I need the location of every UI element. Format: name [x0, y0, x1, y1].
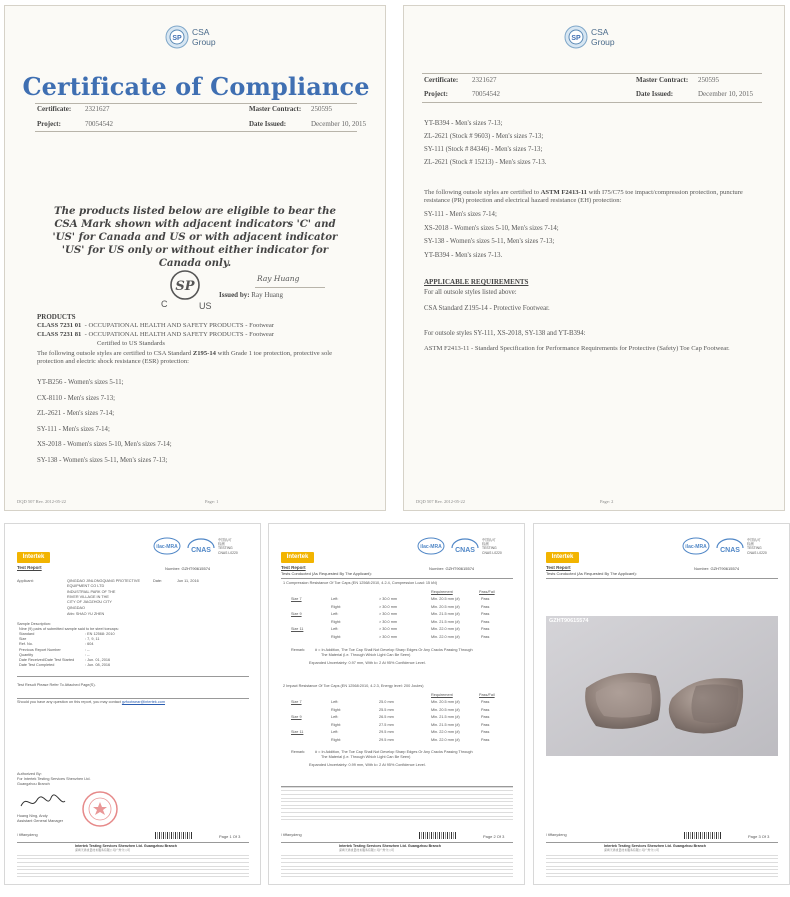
- pass-fail-cell: Pass: [481, 635, 490, 639]
- style-list-item: SY-111 (Stock # 84346) - Men's sizes 7-13;: [424, 146, 543, 153]
- style-list-item: CX-8110 - Men's sizes 7-13;: [37, 394, 115, 402]
- accred-line-1: 中国认可: [482, 538, 496, 542]
- test-result-note: Test Result Please Refer To Attached Page(S).: [17, 683, 96, 687]
- certificate-label: Certificate:: [37, 105, 72, 113]
- side-cell: Right:: [331, 738, 341, 742]
- measurement-cell: > 30.0 mm: [379, 627, 398, 632]
- divider: [281, 842, 513, 843]
- test-1-title: 1 Compression Resistance Of Toe Caps (EN 12568:2010, 4.2.4, Compression Load: 15 kN): [283, 581, 437, 585]
- date-issued-value: December 10, 2015: [698, 90, 754, 98]
- intertek-logo: Intertek: [281, 552, 314, 563]
- accred-line-3: TESTING: [747, 546, 762, 551]
- requirement-cell: Min. 21.5 mm (#): [431, 715, 460, 720]
- date-issued-label: Date Issued:: [636, 90, 674, 98]
- sample-field-value: : --: [85, 647, 90, 652]
- side-cell: Left:: [331, 715, 339, 720]
- intertek-report-page-3: [533, 523, 790, 885]
- pass-fail-cell: Pass: [481, 707, 490, 712]
- remark-1-label: Remark:: [291, 648, 306, 652]
- divider: [17, 842, 249, 843]
- size-cell: Size 7: [291, 700, 302, 704]
- address-lines: [546, 855, 778, 879]
- sample-field-value: : Jun. 01, 2016: [85, 658, 111, 662]
- mark-us: US: [199, 301, 212, 311]
- certified-standard: Z195-14: [192, 350, 216, 357]
- signature-line: [255, 287, 325, 288]
- sample-description: Nine (9) pairs of submitted sample said to be steel toecaps:: [19, 627, 119, 631]
- measurement-cell: 26.5 mm: [379, 715, 394, 720]
- csa-word-line2: Group: [192, 37, 216, 47]
- accred-line-2: 检测: [747, 542, 754, 547]
- accred-line-2: 检测: [482, 542, 489, 547]
- style-list-item: YT-B394 - Men's sizes 7-13.: [424, 251, 503, 259]
- style-list-item: SY-138 - Women's sizes 5-11, Men's sizes 7-13;: [37, 456, 168, 464]
- report-number-label: Number:: [429, 566, 445, 571]
- accreditation-text: [747, 538, 767, 555]
- certificate-value: 2321627: [85, 105, 110, 113]
- report-number-label: Number:: [165, 566, 181, 571]
- requirement-cell: Min. 22.0 mm (#): [431, 627, 460, 632]
- requirement-cell: Min. 22.0 mm (#): [431, 738, 460, 742]
- pass-fail-cell: Pass: [481, 597, 490, 601]
- report-number-value: GZHT90615574: [445, 566, 475, 571]
- sample-field-value: : Jun. 08, 2016: [85, 663, 111, 668]
- style-list-item: SY-138 - Women's sizes 5-11, Men's sizes 7-13;: [424, 238, 555, 245]
- style-list-item: YT-B394 - Men's sizes 7-13;: [424, 120, 503, 127]
- uncertainty-1: Expanded Uncertainty: 0.97 mm, With k= 2 At 95% Confidence Level.: [309, 661, 426, 665]
- tests-conducted: Tests Conducted (As Requested By The Applicant):: [546, 571, 637, 576]
- project-number: [37, 120, 113, 128]
- csa-wordmark: [591, 27, 615, 47]
- project-value: 70054542: [85, 120, 113, 128]
- measurement-cell: > 30.0 mm: [379, 612, 398, 617]
- page-number: Page 3 Of 3: [748, 834, 770, 839]
- requirement-cell: Min. 22.0 mm (#): [431, 635, 460, 639]
- sample-field-value: : 7, 9, 11: [85, 637, 100, 642]
- lab-name-cn: 深圳天祥质量技术服务有限公司广州分公司: [75, 848, 130, 852]
- csa-certificate-page-1: [4, 5, 386, 511]
- project-label: Project:: [424, 90, 448, 98]
- style-list-item: XS-2018 - Women's sizes 5-10, Men's sizes 7-14;: [424, 224, 559, 232]
- page-number: Page 1 Of 3: [219, 834, 241, 839]
- accred-line-4: CNAS L0220: [747, 550, 767, 555]
- project-number: [424, 90, 500, 98]
- intertek-report-page-2: [268, 523, 525, 885]
- applicant-line: EQUIPMENT CO LTD: [67, 584, 105, 589]
- page-2-form-code: DQD 507 Rev. 2012-05-22: [416, 499, 465, 504]
- side-cell: Left:: [331, 597, 339, 601]
- intertek-report-page-1: [4, 523, 261, 885]
- master-contract: [249, 105, 332, 113]
- size-cell: Size 9: [291, 612, 302, 617]
- requirement-cell: Min. 20.5 mm (#): [431, 604, 460, 609]
- cnas-logo-icon: [449, 536, 481, 560]
- test-report-label: Test Report: [281, 565, 306, 570]
- date-label: Date:: [153, 579, 163, 583]
- astm-pre: The following outsole styles are certified to: [424, 189, 541, 196]
- sample-field-label: Size: [19, 637, 27, 642]
- divider: [422, 73, 762, 74]
- sample-field-label: Previous Report Number: [19, 647, 61, 652]
- requirement-cell: Min. 22.0 mm (#): [431, 730, 460, 735]
- certified-statement: [37, 350, 357, 367]
- page-2-number: Page: 2: [600, 499, 614, 504]
- lab-name: Intertek Testing Services Shenzhen Ltd. Guangzhou Branch: [75, 844, 177, 848]
- barcode-icon: [419, 832, 457, 839]
- signature: Ray Huang: [257, 274, 300, 283]
- master-contract-label: Master Contract:: [249, 105, 302, 113]
- master-contract-value: 250595: [311, 105, 332, 113]
- size-cell: Size 9: [291, 715, 302, 720]
- class-1-code: CLASS 7231 01: [37, 322, 82, 329]
- csa-word-line2: Group: [591, 37, 615, 47]
- side-cell: Left:: [331, 730, 339, 735]
- svg-text:SP: SP: [571, 35, 581, 42]
- accreditation-text: [218, 538, 238, 555]
- contact-note: [17, 700, 165, 705]
- report-number: [429, 566, 474, 571]
- size-cell: Size 11: [291, 730, 304, 735]
- measurement-cell: 25.5 mm: [379, 707, 394, 712]
- date-issued-value: December 10, 2015: [311, 120, 367, 128]
- csa-word-line1: CSA: [591, 27, 609, 37]
- measurement-cell: 29.5 mm: [379, 730, 394, 735]
- applicable-requirement-1: CSA Standard Z195-14 - Protective Footwear.: [424, 305, 550, 312]
- tests-conducted: Tests Conducted (As Requested By The Applicant):: [281, 571, 372, 576]
- ilac-mra-logo-icon: [151, 536, 183, 560]
- style-list-item: ZL-2621 (Stock # 15213) - Men's sizes 7-13.: [424, 159, 547, 166]
- project-value: 70054542: [472, 90, 500, 98]
- csa-certificate-page-2: [403, 5, 785, 511]
- measurement-cell: > 30.0 mm: [379, 597, 398, 601]
- sample-field-label: Date Received/Date Test Started: [19, 658, 75, 662]
- class-2-desc: - OCCUPATIONAL HEALTH AND SAFETY PRODUCTS - Footwear: [84, 331, 274, 338]
- ilac-mra-logo-icon: [680, 536, 712, 560]
- remark-1b: The Material (i.e. Through Which Light Can Be Seen): [321, 653, 411, 657]
- side-cell: Right:: [331, 619, 341, 624]
- test-2-title: 2 Impact Resistance Of Toe Caps (EN 12568:2010, 4.2.3, Energy level: 200 Joules): [283, 684, 424, 688]
- class-1: [37, 322, 367, 330]
- lab-name-cn: 深圳天祥质量技术服务有限公司广州分公司: [339, 848, 394, 852]
- pass-fail-header: Pass/Fail: [479, 590, 495, 594]
- eligibility-statement: The products listed below are eligible to bear the CSA Mark shown with adjacent indicators 'C' and 'US' for Canada and US or with adjacent indicator 'US' for US only or without either indicator for Canada only.: [52, 205, 338, 269]
- csa-globe-icon: [165, 25, 189, 49]
- date-issued-label: Date Issued:: [249, 120, 287, 128]
- pass-fail-cell: Pass: [481, 730, 490, 735]
- page-1-number: Page: 1: [205, 499, 219, 504]
- cnas-logo-icon: [714, 536, 746, 560]
- contact-email-link[interactable]: gzfootwear@intertek.com: [121, 700, 166, 704]
- pass-fail-cell: Pass: [481, 700, 490, 704]
- accred-line-1: 中国认可: [747, 538, 761, 542]
- requirement-cell: Min. 21.5 mm (#): [431, 612, 460, 617]
- accred-line-1: 中国认可: [218, 538, 232, 542]
- certified-pre: The following outsole styles are certified to CSA Standard: [37, 350, 193, 357]
- steel-toecap-photo-icon: [546, 616, 778, 756]
- sample-description-label: Sample Description:: [17, 622, 51, 626]
- sample-field-value: : EN 12568: 2010: [85, 632, 115, 636]
- certified-post: with Grade 1 toe protection, protective sole protection and electric shock resistance (ESR) protection:: [37, 350, 333, 366]
- issued-by: [219, 291, 283, 299]
- requirement-cell: Min. 21.5 mm (#): [431, 619, 460, 624]
- divider: [422, 102, 762, 103]
- master-contract: [636, 76, 719, 84]
- measurement-cell: 25.0 mm: [379, 700, 394, 704]
- signer-name: Huang Ning, Andy: [17, 814, 48, 818]
- sample-field-label: Ref. No.: [19, 642, 33, 647]
- side-cell: Left:: [331, 627, 339, 632]
- applicant-label: Applicant:: [17, 579, 34, 583]
- applicant-line: QINGDAO JINLONGQIANG PROTECTIVE: [67, 579, 140, 583]
- pass-fail-cell: Pass: [481, 604, 490, 609]
- page-1-form-code: DQD 507 Rev. 2012-05-22: [17, 499, 66, 504]
- astm-statement: [424, 189, 754, 206]
- pass-fail-header: Pass/Fail: [479, 693, 495, 697]
- issued-by-label: Issued by:: [219, 291, 250, 299]
- applicant-line: RIVER VILLAGE IN THE: [67, 594, 109, 599]
- style-list-item: ZL-2621 (Stock # 9603) - Men's sizes 7-13;: [424, 133, 544, 140]
- csa-group-logo: [165, 25, 235, 51]
- size-cell: Size 11: [291, 627, 304, 632]
- pass-fail-cell: Pass: [481, 619, 490, 624]
- astm-standard: ASTM F2413-11: [540, 189, 587, 196]
- intertek-logo: Intertek: [17, 552, 50, 563]
- pass-fail-cell: Pass: [481, 612, 490, 617]
- date-issued: [249, 120, 367, 128]
- class-2-note: Certified to US Standards: [97, 340, 165, 347]
- accred-line-3: TESTING: [218, 546, 233, 551]
- certificate-title: Certificate of Compliance: [22, 72, 370, 101]
- test-report-label: Test Report: [546, 565, 571, 570]
- test-report-label: Test Report: [17, 565, 42, 570]
- ilac-text: ilac-MRA: [156, 544, 178, 550]
- page-number: Page 2 Of 3: [483, 834, 505, 839]
- uncertainty-2: Expanded Uncertainty: 0.99 mm, With k= 2 At 95% Confidence Level.: [309, 763, 426, 767]
- divider: [35, 131, 357, 132]
- date-issued: [636, 90, 754, 98]
- csa-group-logo: [564, 25, 634, 51]
- sample-field-label: Date Test Completed: [19, 663, 55, 668]
- certificate-number: [424, 76, 497, 84]
- cnas-text: CNAS: [191, 547, 211, 554]
- accred-line-4: CNAS L0220: [482, 550, 502, 555]
- cnas-logo-icon: [185, 536, 217, 560]
- style-list-item: SY-111 - Men's sizes 7-14;: [37, 425, 110, 433]
- signer-title: Assistant General Manager: [17, 819, 64, 823]
- certificate-label: Certificate:: [424, 76, 459, 84]
- footer-brand: / tiffanydeng: [281, 833, 302, 837]
- applicable-requirements-heading: APPLICABLE REQUIREMENTS: [424, 278, 529, 286]
- pass-fail-cell: Pass: [481, 715, 490, 720]
- intertek-logo: Intertek: [546, 552, 579, 563]
- requirement-cell: Min. 20.5 mm (#): [431, 700, 460, 704]
- measurement-cell: > 30.0 mm: [379, 604, 398, 609]
- measurement-cell: > 30.0 mm: [379, 635, 398, 639]
- class-2: [37, 331, 367, 339]
- requirement-cell: Min. 21.5 mm (#): [431, 722, 460, 727]
- master-contract-label: Master Contract:: [636, 76, 689, 84]
- ilac-mra-logo-icon: [415, 536, 447, 560]
- master-contract-value: 250595: [698, 76, 719, 84]
- measurement-cell: > 30.0 mm: [379, 619, 398, 624]
- divider: [281, 578, 513, 579]
- side-cell: Right:: [331, 635, 341, 639]
- applicant-line: CITY OF JIAOZHOU CITY: [67, 600, 112, 605]
- applicable-intro-2: For outsole styles SY-111, XS-2018, SY-138 and YT-B394:: [424, 330, 586, 337]
- lab-name: Intertek Testing Services Shenzhen Ltd. Guangzhou Branch: [604, 844, 706, 848]
- measurement-cell: 27.5 mm: [379, 722, 394, 727]
- report-number: [694, 566, 739, 571]
- style-list-item: ZL-2621 - Men's sizes 7-14;: [37, 410, 115, 417]
- pass-fail-cell: Pass: [481, 722, 490, 727]
- side-cell: Right:: [331, 707, 341, 712]
- accred-line-4: CNAS L0220: [218, 550, 238, 555]
- barcode-icon: [155, 832, 193, 839]
- report-number-value: GZHT90615574: [710, 566, 740, 571]
- footer-brand: / tiffanydeng: [17, 833, 38, 837]
- requirement-header: Requirement: [431, 693, 453, 697]
- cnas-text: CNAS: [455, 547, 475, 554]
- authorized-org: For Intertek Testing Services Shenzhen Ltd.: [17, 777, 91, 781]
- lab-name-cn: 深圳天祥质量技术服务有限公司广州分公司: [604, 848, 659, 852]
- divider: [17, 676, 249, 677]
- astm-post: with I75/C75 toe impact/compression protection, puncture resistance (PR) protection and electrical hazard resistance (EH) protection:: [424, 189, 743, 205]
- pass-fail-cell: Pass: [481, 738, 490, 742]
- applicable-requirement-2: ASTM F2413-11 - Standard Specification for Performance Requirements for Protective (Safety) Toe Cap Footwear.: [424, 345, 730, 352]
- cnas-text: CNAS: [720, 547, 740, 554]
- lab-name: Intertek Testing Services Shenzhen Ltd. Guangzhou Branch: [339, 844, 441, 848]
- signature-scribble-icon: [19, 792, 67, 812]
- svg-text:SP: SP: [175, 279, 195, 294]
- contact-text: Should you have any question on this report, you may contact: [17, 700, 122, 704]
- divider: [546, 578, 778, 579]
- accreditation-text: [482, 538, 502, 555]
- svg-text:SP: SP: [172, 35, 182, 42]
- style-list-item: XS-2018 - Women's sizes 5-10, Men's sizes 7-14;: [37, 441, 172, 448]
- side-cell: Right:: [331, 722, 341, 727]
- sample-field-label: Standard: [19, 632, 35, 636]
- certificate-number: [37, 105, 110, 113]
- sample-field-value: : --: [85, 652, 90, 657]
- authorized-branch: Guangzhou Branch: [17, 782, 50, 786]
- disclaimer-text: [281, 786, 513, 820]
- address-lines: [281, 855, 513, 879]
- measurement-cell: 29.5 mm: [379, 738, 394, 742]
- remark-2: # = In Addition, The Toe Cap Shall Not Develop Sharp Edges Or Any Cracks Passing Through: [315, 750, 473, 754]
- style-list-item: SY-111 - Men's sizes 7-14;: [424, 211, 497, 218]
- report-number-label: Number:: [694, 566, 710, 571]
- project-label: Project:: [37, 120, 61, 128]
- photo-report-label: GZHT90615574: [549, 618, 589, 624]
- class-2-code: CLASS 7231 81: [37, 331, 82, 338]
- attention: Attn: SHAO YU ZHEN: [67, 612, 105, 616]
- applicant-line: INDUSTRIAL PARK OF THE: [67, 589, 116, 594]
- mark-c: C: [161, 299, 168, 309]
- divider: [35, 103, 357, 104]
- date-value: Jun 11, 2016: [177, 579, 199, 583]
- remark-2-label: Remark:: [291, 750, 306, 754]
- report-number: [165, 566, 210, 571]
- sample-photo: [546, 616, 778, 756]
- issued-by-value: Ray Huang: [251, 291, 283, 299]
- remark-1: # = In Addition, The Toe Cap Shall Not Develop Sharp Edges Or Any Cracks Passing Through: [315, 648, 473, 652]
- class-1-desc: - OCCUPATIONAL HEALTH AND SAFETY PRODUCTS - Footwear: [84, 322, 274, 329]
- barcode-icon: [684, 832, 722, 839]
- address-lines: [17, 855, 249, 879]
- accred-line-3: TESTING: [482, 546, 497, 551]
- csa-wordmark: [192, 27, 216, 47]
- report-number-value: GZHT90615574: [181, 566, 211, 571]
- pass-fail-cell: Pass: [481, 627, 490, 632]
- accred-line-2: 检测: [218, 542, 225, 547]
- applicable-intro: For all outsole styles listed above:: [424, 289, 517, 296]
- applicant-line: QINGDAO: [67, 605, 85, 610]
- csa-globe-icon: [564, 25, 588, 49]
- csa-word-line1: CSA: [192, 27, 210, 37]
- size-cell: Size 7: [291, 597, 302, 601]
- remark-2b: The Material (i.e. Through Which Light Can Be Seen): [321, 755, 411, 759]
- divider: [17, 698, 249, 699]
- ilac-text: ilac-MRA: [420, 544, 442, 550]
- sample-field-value: : 604: [85, 642, 94, 647]
- sample-field-label: Quantity: [19, 652, 34, 657]
- ilac-text: ilac-MRA: [685, 544, 707, 550]
- side-cell: Left:: [331, 700, 339, 704]
- requirement-header: Requirement: [431, 590, 453, 594]
- style-list-item: YT-B256 - Women's sizes 5-11;: [37, 379, 124, 386]
- products-heading: PRODUCTS: [37, 313, 76, 321]
- side-cell: Left:: [331, 612, 339, 617]
- requirement-cell: Min. 20.5 mm (#): [431, 707, 460, 712]
- side-cell: Right:: [331, 604, 341, 609]
- csa-certification-mark-icon: [153, 265, 217, 311]
- footer-brand: / tiffanydeng: [546, 833, 567, 837]
- authorized-by-label: Authorized By:: [17, 772, 42, 776]
- certificate-value: 2321627: [472, 76, 497, 84]
- divider: [546, 842, 778, 843]
- official-seal-stamp-icon: [81, 790, 119, 828]
- requirement-cell: Min. 20.5 mm (#): [431, 597, 460, 601]
